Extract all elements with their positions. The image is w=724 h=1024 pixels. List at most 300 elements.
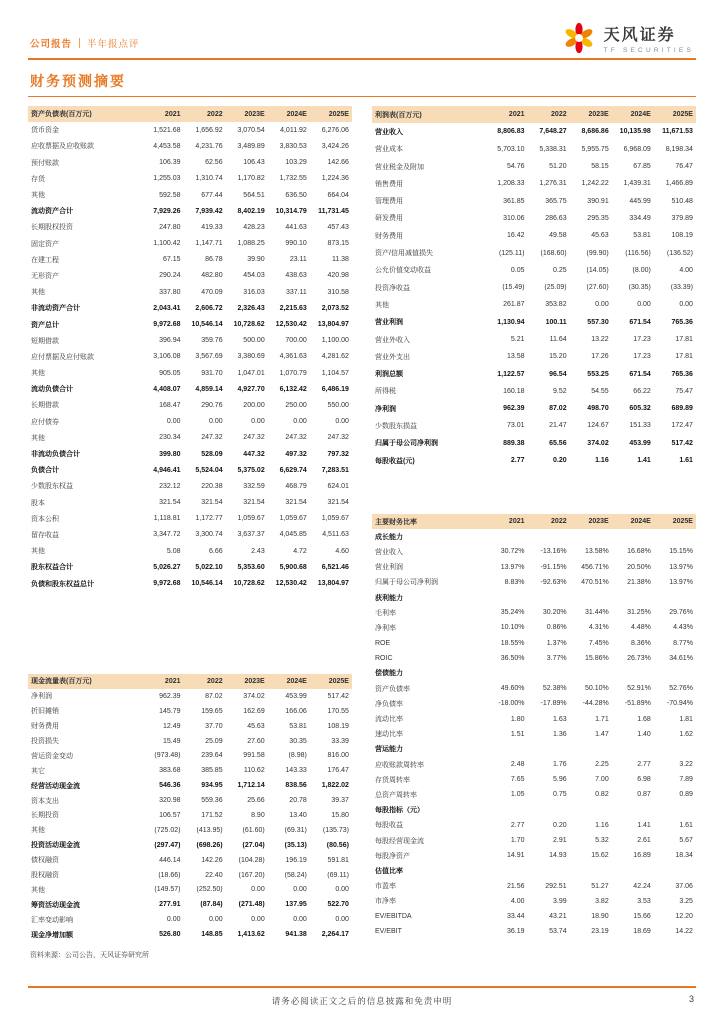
table-row (28, 897, 352, 912)
cell-value: 1,822.02 (321, 782, 349, 790)
cell-value: 151.33 (629, 422, 651, 430)
brand-text (604, 27, 694, 54)
cell-value: 261.87 (503, 301, 525, 309)
table-title: 利润表(百万元) (375, 111, 422, 119)
row-label: 流动负债合计 (31, 386, 73, 394)
row-label: 其他 (375, 301, 389, 309)
cell-value: 6,486.19 (321, 385, 349, 393)
cell-value: 454.03 (243, 272, 265, 280)
cell-value: 11.64 (549, 336, 567, 343)
cell-value: 1.61 (679, 457, 693, 465)
cell-value: 1,104.57 (321, 369, 349, 377)
table-row (372, 848, 696, 863)
row-label: 负债和股东权益总计 (31, 580, 94, 588)
table-row (28, 912, 352, 927)
column-header: 2023E (244, 110, 265, 118)
cell-value: -70.94% (666, 700, 693, 708)
row-label: 市盈率 (375, 883, 396, 891)
cell-value: 3,380.69 (237, 353, 265, 361)
row-label: 少数股东损益 (375, 422, 417, 430)
table-row (372, 620, 696, 635)
cell-value: 4.72 (293, 547, 307, 555)
cell-value: 517.42 (671, 439, 693, 447)
cell-value: 247.32 (327, 434, 349, 442)
column-header: 2025E (328, 677, 349, 685)
table-row (28, 719, 352, 734)
cell-value: 321.54 (159, 499, 181, 507)
cell-value: 6,521.46 (321, 563, 349, 571)
cell-value: 399.80 (159, 450, 181, 458)
cash-flow-table (28, 674, 352, 942)
cell-value: (167.20) (238, 871, 265, 879)
table-row (28, 704, 352, 719)
cell-value: 100.11 (545, 318, 567, 326)
cell-value: 8.83% (504, 578, 525, 586)
column-header: 2025E (328, 110, 349, 118)
cell-value: 8.90 (251, 811, 265, 819)
cell-value: 172.47 (671, 422, 693, 430)
cell-value: -51.89% (624, 700, 651, 708)
cell-value: 500.00 (243, 337, 265, 345)
cell-value: 420.98 (327, 272, 349, 280)
row-label: 应付债券 (31, 418, 59, 426)
cell-value: 482.80 (201, 272, 223, 280)
table-row (372, 296, 696, 313)
cell-value: 1,276.31 (539, 180, 567, 188)
cell-value: (33.39) (670, 284, 693, 292)
cell-value: 6,276.06 (321, 126, 349, 134)
row-label: 流动比率 (375, 716, 403, 724)
cell-value: 36.19 (506, 928, 525, 936)
cell-value: 49.58 (549, 232, 567, 240)
cell-value: 559.36 (201, 797, 223, 805)
column-header: 2021 (164, 110, 181, 118)
cell-value: 838.56 (285, 782, 307, 790)
cell-value: 321.54 (285, 499, 307, 507)
cell-value: 2.25 (595, 761, 609, 769)
cell-value: (69.31) (284, 826, 307, 834)
table-row (28, 793, 352, 808)
cell-value: 453.99 (285, 692, 307, 700)
cell-value: 457.43 (327, 223, 349, 231)
cell-value: 106.43 (243, 159, 265, 167)
table-row (28, 316, 352, 332)
cell-value: 286.63 (545, 214, 567, 222)
row-label: 投资损失 (31, 738, 59, 745)
row-label: 每股净资产 (375, 852, 410, 860)
cell-value: 3.22 (679, 761, 693, 769)
cell-value: 26.73% (627, 654, 651, 662)
table-section-row (372, 590, 696, 605)
cell-value: 0.00 (595, 301, 609, 309)
cell-value: 4,231.76 (195, 142, 223, 150)
row-label: 经营活动现金流 (31, 782, 80, 790)
cell-value: 34.61% (669, 654, 693, 662)
cell-value: 1,100.42 (153, 240, 181, 248)
row-label: 负债合计 (31, 467, 59, 475)
cell-value: (27.60) (586, 284, 609, 292)
cell-value: 2,606.72 (195, 304, 223, 312)
cell-value: 0.00 (293, 418, 307, 426)
cell-value: 137.95 (285, 901, 307, 909)
cell-value: (69.11) (327, 871, 349, 879)
cell-value: 143.33 (285, 767, 307, 775)
cell-value: 941.38 (285, 931, 307, 939)
cell-value: 15.62 (591, 852, 609, 860)
cell-value: 2,264.17 (321, 931, 349, 939)
cell-value: 247.32 (201, 434, 223, 442)
table-row (28, 203, 352, 219)
cell-value: 67.15 (162, 256, 181, 264)
cell-value: 1.51 (510, 730, 525, 738)
balance-sheet-table (28, 106, 352, 592)
cell-value: 7.00 (595, 776, 609, 784)
table-row (372, 818, 696, 833)
row-label: 获利能力 (375, 594, 403, 602)
table-row (372, 575, 696, 590)
cell-value: 200.00 (243, 401, 265, 409)
income-statement-table (372, 106, 696, 469)
table-section-row (372, 529, 696, 544)
table-row (372, 348, 696, 365)
cell-value: 3,106.08 (153, 353, 181, 361)
cell-value: 962.39 (159, 692, 181, 700)
table-row (372, 636, 696, 651)
table-row (28, 495, 352, 511)
cell-value: 220.38 (201, 482, 223, 490)
cell-value: (725.02) (154, 826, 181, 834)
cell-value: 3,567.69 (195, 353, 223, 361)
cell-value: 21.47 (549, 422, 567, 430)
cell-value: 374.02 (587, 439, 609, 447)
cell-value: 3,830.53 (279, 142, 307, 150)
cell-value: 42.24 (633, 882, 651, 890)
cell-value: 3,489.89 (237, 142, 265, 150)
cell-value: 5,703.10 (497, 145, 525, 153)
table-row (372, 192, 696, 209)
cell-value: 159.65 (201, 707, 223, 715)
cell-value: 170.55 (327, 707, 349, 715)
cell-value: 13.40 (289, 811, 307, 819)
cell-value: (271.48) (238, 901, 265, 909)
row-label: EV/EBITDA (375, 912, 412, 920)
row-label: 留存收益 (31, 531, 59, 539)
table-row (372, 711, 696, 726)
cell-value: 7.89 (679, 776, 693, 784)
cell-value: 16.68% (627, 548, 651, 556)
row-label: 归属于母公司净利润 (375, 440, 438, 448)
row-label: 营运资金变动 (31, 752, 73, 760)
cell-value: 13.58% (584, 548, 609, 556)
row-label: 资本公积 (31, 515, 59, 523)
table-row (28, 927, 352, 942)
table-row (28, 155, 352, 171)
cell-value: 5.96 (552, 776, 567, 784)
row-label: 营业外收入 (375, 336, 410, 344)
row-label: 流动资产合计 (31, 208, 73, 216)
cell-value: 12.20 (675, 912, 693, 920)
column-header: 2021 (508, 518, 525, 526)
cell-value: 3,637.37 (237, 531, 265, 539)
table-row (372, 262, 696, 279)
cell-value: 124.67 (587, 422, 609, 430)
row-label: 营业成本 (375, 146, 403, 154)
cell-value: 31.44% (584, 609, 609, 617)
cell-value: (58.24) (284, 871, 307, 879)
cell-value: 446.14 (159, 856, 181, 864)
cell-value: 295.35 (587, 214, 609, 222)
row-label: 每股收益(元) (375, 457, 415, 465)
cell-value: 1.80 (510, 715, 525, 723)
cell-value: 1.05 (510, 791, 525, 799)
row-label: 预付账款 (31, 159, 59, 167)
cell-value: 428.23 (243, 223, 265, 231)
cell-value: 353.82 (545, 301, 567, 309)
cell-value: 438.63 (285, 272, 307, 280)
row-label: 每股指标（元） (375, 807, 424, 815)
row-label: 速动比率 (375, 731, 403, 739)
cell-value: 889.38 (503, 439, 525, 447)
cell-value: 990.10 (285, 240, 307, 248)
cell-value: 1.68 (637, 715, 651, 723)
cell-value: 176.47 (327, 767, 349, 775)
cell-value: 62.56 (205, 159, 223, 167)
cell-value: 7,648.27 (539, 128, 567, 136)
cell-value: 27.60 (247, 737, 265, 745)
table-row (372, 314, 696, 331)
table-row (28, 478, 352, 494)
report-type-header (30, 36, 140, 50)
row-label: 其他 (31, 192, 45, 200)
table-row (28, 187, 352, 203)
table-row (372, 400, 696, 417)
row-label: 营运能力 (375, 746, 403, 754)
cell-value: 4,511.63 (322, 531, 349, 539)
cell-value: (80.56) (326, 841, 349, 849)
table-row (28, 527, 352, 543)
cell-value: 1,242.22 (581, 180, 609, 188)
row-label: 净负债率 (375, 700, 403, 708)
cell-value: 15.66 (633, 912, 651, 920)
table-row (28, 414, 352, 430)
cell-value: 13,804.97 (317, 580, 349, 588)
cell-value: 3.82 (595, 897, 609, 905)
cell-value: 2.48 (510, 761, 525, 769)
cell-value: 0.00 (637, 301, 651, 309)
cell-value: 43.21 (549, 912, 567, 920)
cell-value: 12.49 (162, 722, 181, 730)
cell-value: 31.25% (627, 609, 651, 617)
cell-value: 316.03 (243, 288, 265, 296)
cell-value: 0.00 (208, 916, 223, 924)
cell-value: 36.50% (500, 654, 525, 662)
row-label: 净利润 (31, 693, 52, 701)
cell-value: 0.00 (208, 418, 223, 426)
cell-value: 816.00 (327, 752, 349, 760)
cell-value: 4,453.58 (153, 142, 181, 150)
cell-value: 13.58 (506, 353, 525, 361)
cell-value: 4,408.07 (153, 385, 181, 393)
cell-value: 33.39 (331, 737, 349, 745)
cell-value: 765.36 (671, 318, 693, 326)
cell-value: -17.89% (540, 700, 567, 708)
cell-value: 15.80 (331, 811, 349, 819)
table-row (28, 333, 352, 349)
cell-value: 517.42 (327, 692, 349, 700)
cell-value: (125.11) (498, 249, 525, 257)
row-label: 长期投资 (31, 812, 59, 820)
cell-value: 1,208.33 (497, 180, 525, 188)
cell-value: 5,524.04 (195, 466, 223, 474)
table-row (28, 823, 352, 838)
row-label: 营业利润 (375, 564, 403, 572)
cell-value: 160.18 (503, 387, 525, 395)
cell-value: 470.51% (581, 578, 609, 586)
cell-value: 1,439.31 (623, 180, 651, 188)
row-label: EV/EBIT (375, 928, 402, 936)
table-row (28, 122, 352, 138)
column-header: 2024E (630, 111, 651, 119)
row-label: 固定资产 (31, 240, 59, 248)
cell-value: 8.77% (673, 639, 693, 647)
cell-value: 419.33 (201, 223, 223, 231)
table-row (372, 560, 696, 575)
column-header: 2024E (286, 110, 307, 118)
row-label: 营业收入 (375, 548, 403, 556)
cell-value: 247.32 (243, 434, 265, 442)
row-label: 市净率 (375, 898, 396, 906)
cell-value: 3,347.72 (153, 531, 181, 539)
table-row (28, 778, 352, 793)
cell-value: 33.44 (506, 912, 525, 920)
cell-value: 8.36% (630, 639, 651, 647)
table-row (372, 175, 696, 192)
cell-value: 21.56 (506, 882, 525, 890)
cell-value: 0.00 (335, 916, 349, 924)
cell-value: 1,088.25 (237, 240, 265, 248)
row-label: 其他 (31, 289, 45, 297)
table-row (372, 757, 696, 772)
table-section-row (372, 666, 696, 681)
cell-value: 4,011.92 (280, 126, 307, 134)
cell-value: 29.76% (669, 609, 693, 617)
cell-value: 1,059.67 (237, 515, 265, 523)
cell-value: 1.62 (679, 730, 693, 738)
cell-value: 1.63 (552, 715, 567, 723)
cell-value: 1,059.67 (321, 515, 349, 523)
cell-value: 15.86% (584, 654, 609, 662)
cell-value: 50.10% (584, 685, 609, 693)
cell-value: 1.41 (637, 821, 651, 829)
cell-value: 7,939.42 (195, 207, 223, 215)
table-row (372, 544, 696, 559)
cell-value: 592.58 (159, 191, 181, 199)
cell-value: 12,530.42 (275, 321, 307, 329)
cell-value: 0.20 (552, 457, 567, 465)
cell-value: (14.05) (586, 266, 609, 274)
table-row (28, 219, 352, 235)
cell-value: 15.15% (669, 548, 693, 556)
cell-value: 39.37 (331, 797, 349, 805)
cell-value: 456.71% (581, 563, 609, 571)
cell-value: 162.69 (243, 707, 265, 715)
cell-value: 1.37% (546, 639, 567, 647)
page-title: 财务预测摘要 (30, 73, 126, 89)
row-label: 投资活动现金流 (31, 842, 80, 850)
cell-value: 239.64 (201, 752, 223, 760)
cell-value: 5,955.75 (581, 145, 609, 153)
cell-value: 232.12 (159, 482, 181, 490)
cell-value: 510.48 (671, 197, 693, 205)
cell-value: 1,070.79 (279, 369, 307, 377)
cell-value: 0.25 (552, 266, 567, 274)
row-label: 研发费用 (375, 215, 403, 223)
row-label: ROE (375, 639, 391, 647)
table-row (28, 284, 352, 300)
cell-value: 106.57 (159, 811, 181, 819)
cell-value: 4,281.62 (321, 353, 349, 361)
table-title: 资产负债表(百万元) (31, 111, 92, 119)
cell-value: 671.54 (629, 370, 651, 378)
cell-value: 1.36 (552, 730, 567, 738)
cell-value: 145.79 (159, 707, 181, 715)
table-row (372, 244, 696, 261)
cell-value: 3,300.74 (195, 531, 223, 539)
table-row (372, 158, 696, 175)
cell-value: 5.08 (166, 547, 181, 555)
cell-value: 13,804.97 (317, 321, 349, 329)
cell-value: 4,045.85 (279, 531, 307, 539)
cell-value: (15.49) (502, 284, 525, 292)
column-header: 2022 (551, 518, 567, 526)
cell-value: (27.04) (242, 841, 265, 849)
cell-value: 10,728.62 (233, 321, 265, 329)
cell-value: 1.81 (679, 715, 693, 723)
cell-value: 0.00 (335, 886, 349, 894)
table-row (372, 123, 696, 140)
cell-value: 87.02 (549, 405, 567, 413)
table-row (28, 446, 352, 462)
cell-value: 17.26 (591, 353, 609, 361)
cell-value: 1,413.62 (237, 931, 265, 939)
row-label: 无形资产 (31, 272, 59, 280)
cell-value: 671.54 (629, 318, 651, 326)
table-row (28, 511, 352, 527)
row-label: 营业收入 (375, 128, 403, 136)
cell-value: 9,972.68 (153, 580, 181, 588)
cell-value: 546.36 (159, 782, 181, 790)
cell-value: 447.32 (243, 450, 265, 458)
cell-value: 677.44 (201, 191, 223, 199)
cell-value: (35.13) (284, 841, 307, 849)
table-row (372, 909, 696, 924)
table-row (28, 268, 352, 284)
table-section-row (372, 803, 696, 818)
row-label: 资产总计 (31, 321, 59, 329)
cell-value: 905.05 (159, 369, 181, 377)
cell-value: 0.00 (251, 916, 265, 924)
cell-value: 13.97% (669, 578, 693, 586)
cell-value: (135.73) (322, 826, 349, 834)
cell-value: (18.66) (158, 871, 181, 879)
table-row (372, 696, 696, 711)
cell-value: (61.60) (242, 826, 265, 834)
row-label: 其他 (31, 886, 45, 894)
row-label: 少数股东权益 (31, 483, 73, 491)
cell-value: 30.20% (542, 609, 567, 617)
row-label: 净利率 (375, 624, 396, 632)
cell-value: 2.77 (510, 457, 525, 465)
